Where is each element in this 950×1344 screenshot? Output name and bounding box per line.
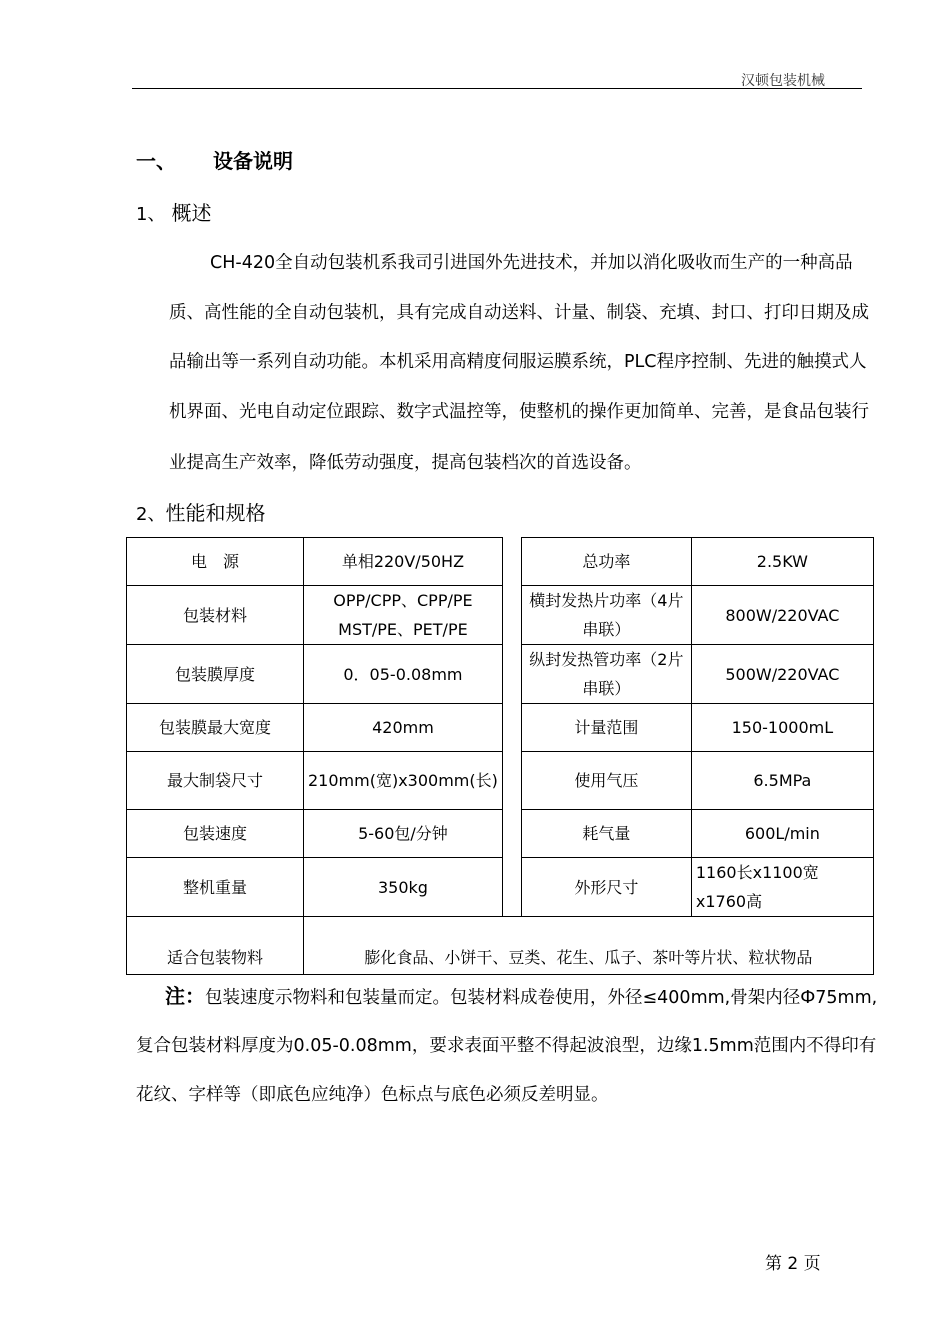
table-row (127, 704, 874, 752)
note-line-1 (165, 980, 877, 1009)
column-gap (502, 810, 521, 858)
spec-table (126, 537, 874, 975)
spec-label: 计量范围 (521, 704, 691, 752)
overview-number: 1、 (136, 204, 166, 225)
spec-label: 适合包装物料 (127, 917, 304, 975)
spec-value: 150-1000mL (691, 704, 873, 752)
spec-value: 2.5KW (691, 538, 873, 586)
table-row (127, 752, 874, 810)
specs-number: 2、 (136, 504, 166, 525)
header-divider (132, 88, 862, 89)
column-gap (502, 538, 521, 586)
section-number: 一、 (136, 149, 176, 173)
spec-label: 耗气量 (521, 810, 691, 858)
spec-label: 使用气压 (521, 752, 691, 810)
spec-label: 包装速度 (127, 810, 304, 858)
note-line-2: 复合包装材料厚度为0.05-0.08mm，要求表面平整不得起波浪型，边缘1.5mm范围内不得印有 (136, 1036, 877, 1056)
column-gap (502, 586, 521, 645)
spec-label: 最大制袋尺寸 (127, 752, 304, 810)
spec-value: 350kg (304, 858, 503, 917)
overview-heading (136, 197, 211, 226)
specs-heading (136, 497, 265, 526)
table-row (127, 645, 874, 704)
column-gap (502, 645, 521, 704)
spec-label: 包装膜厚度 (127, 645, 304, 704)
overview-line-3: 品输出等一系列自动功能。本机采用高精度伺服运膜系统，PLC程序控制、先进的触摸式人 (169, 352, 867, 372)
column-gap (502, 704, 521, 752)
spec-value: 5-60包/分钟 (304, 810, 503, 858)
column-gap (502, 858, 521, 917)
column-gap (502, 752, 521, 810)
overview-title: 概述 (171, 201, 212, 225)
spec-value: 210mm(宽)x300mm(长) (304, 752, 503, 810)
note-text-1: 包装速度示物料和包装量而定。包装材料成卷使用，外径≤400mm,骨架内径Ф75mm, (205, 988, 878, 1008)
spec-value: 单相220V/50HZ (304, 538, 503, 586)
spec-value: 0．05-0.08mm (304, 645, 503, 704)
spec-value: 800W/220VAC (691, 586, 873, 645)
overview-line-4: 机界面、光电自动定位跟踪、数字式温控等，使整机的操作更加简单、完善，是食品包装行 (169, 402, 869, 422)
page-number: 第 2 页 (765, 1254, 821, 1274)
table-row (127, 810, 874, 858)
note-mark: 注： (165, 984, 205, 1008)
table-row (127, 538, 874, 586)
spec-label: 横封发热片功率（4片串联） (521, 586, 691, 645)
note-line-3: 花纹、字样等（即底色应纯净）色标点与底色必须反差明显。 (136, 1085, 609, 1105)
spec-label: 总功率 (521, 538, 691, 586)
spec-value: 420mm (304, 704, 503, 752)
spec-label: 纵封发热管功率（2片串联） (521, 645, 691, 704)
table-row (127, 586, 874, 645)
spec-value: 600L/min (691, 810, 873, 858)
spec-value: 500W/220VAC (691, 645, 873, 704)
spec-label: 整机重量 (127, 858, 304, 917)
spec-value: 1160长x1100宽x1760高 (691, 858, 873, 917)
spec-label: 电 源 (127, 538, 304, 586)
spec-label: 外形尺寸 (521, 858, 691, 917)
specs-title: 性能和规格 (165, 501, 266, 525)
overview-line-5: 业提高生产效率，降低劳动强度，提高包装档次的首选设备。 (169, 453, 642, 473)
overview-line-2: 质、高性能的全自动包装机，具有完成自动送料、计量、制袋、充填、封口、打印日期及成 (169, 303, 869, 323)
spec-label: 包装材料 (127, 586, 304, 645)
section-title: 设备说明 (213, 149, 293, 173)
overview-line-1: CH-420全自动包装机系我司引进国外先进技术，并加以消化吸收而生产的一种高品 (210, 253, 853, 273)
header-company: 汉顿包装机械 (741, 73, 825, 89)
spec-value: 6.5MPa (691, 752, 873, 810)
spec-label: 包装膜最大宽度 (127, 704, 304, 752)
table-row (127, 917, 874, 975)
spec-value: OPP/CPP、CPP/PE MST/PE、PET/PE (304, 586, 503, 645)
spec-value: 膨化食品、小饼干、豆类、花生、瓜子、茶叶等片状、粒状物品 (304, 917, 874, 975)
table-row (127, 858, 874, 917)
